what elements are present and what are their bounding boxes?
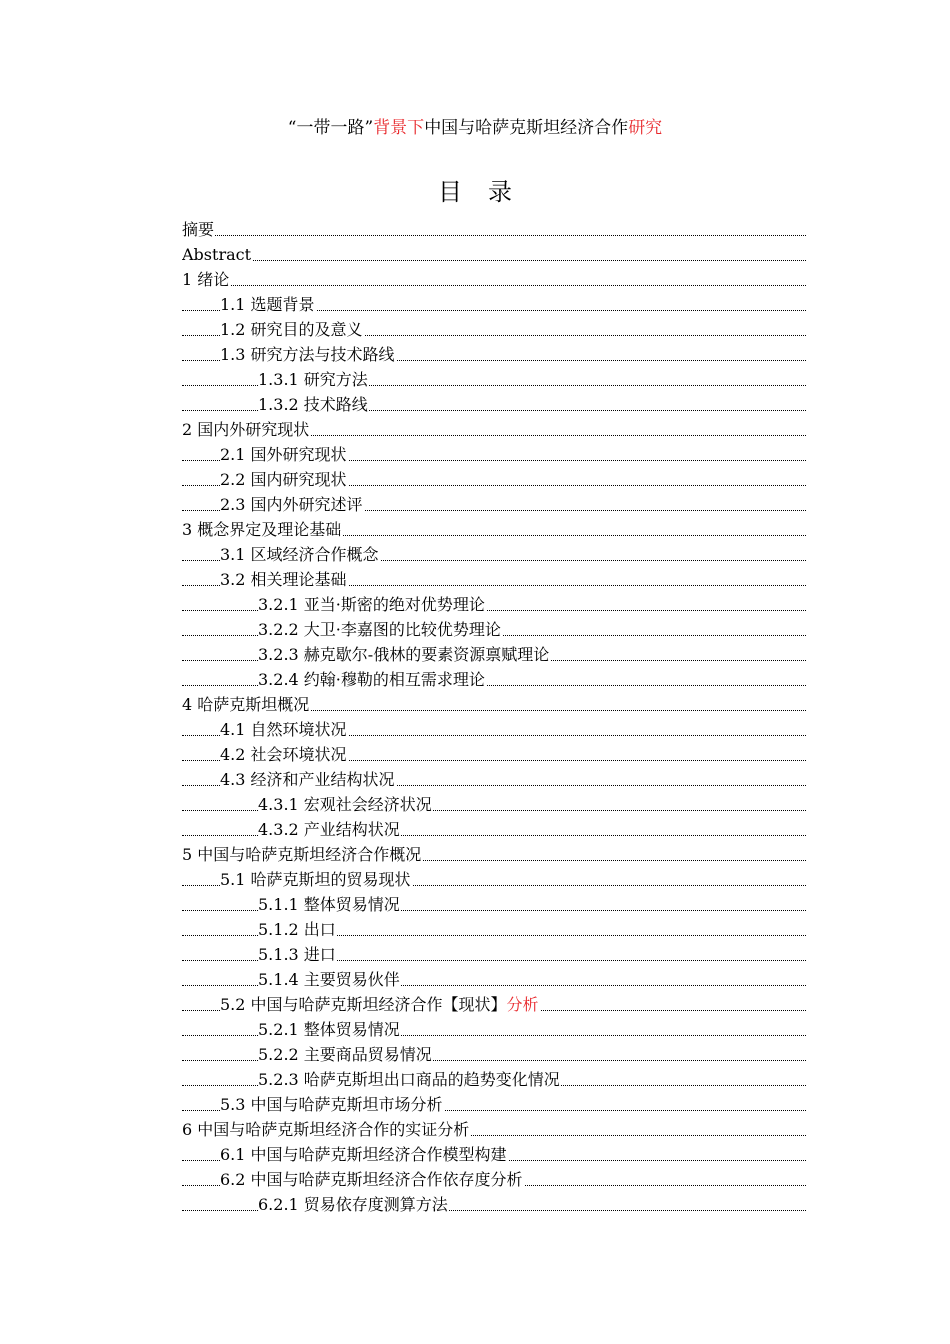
toc-entry[interactable] — [182, 967, 806, 992]
toc-entry-label: 4.3.1 宏观社会经济状况 — [258, 795, 432, 814]
toc-entry-label: 摘要 — [182, 220, 215, 239]
toc-entry[interactable] — [182, 1192, 806, 1217]
toc-entry[interactable] — [182, 942, 806, 967]
toc-entry-text — [182, 220, 215, 239]
toc-entry[interactable] — [182, 1117, 806, 1142]
toc-entry-text — [258, 1045, 433, 1064]
toc-entry[interactable] — [182, 667, 806, 692]
toc-entry-label: 4.2 社会环境状况 — [220, 745, 347, 764]
toc-entry-label: 5.2.2 主要商品贸易情况 — [258, 1045, 432, 1064]
toc-entry-label: 5.3 中国与哈萨克斯坦市场分析 — [220, 1095, 443, 1114]
toc-entry[interactable] — [182, 1017, 806, 1042]
toc-entry-label: 5 中国与哈萨克斯坦经济合作概况 — [182, 845, 422, 864]
toc-entry[interactable] — [182, 267, 806, 292]
toc-entry-text — [258, 595, 486, 614]
toc-entry[interactable] — [182, 592, 806, 617]
toc-entry[interactable] — [182, 867, 806, 892]
toc-entry-text — [258, 820, 401, 839]
toc-entry-label: 4.1 自然环境状况 — [220, 720, 347, 739]
toc-entry-label: 6.2.1 贸易依存度测算方法 — [258, 1195, 448, 1214]
toc-entry[interactable] — [182, 467, 806, 492]
toc-entry-text — [220, 870, 412, 889]
toc-entry-label: 5.2.3 哈萨克斯坦出口商品的趋势变化情况 — [258, 1070, 560, 1089]
toc-heading: 目录 — [438, 178, 538, 206]
toc-entry-text — [182, 270, 230, 289]
toc-entry-text — [220, 1145, 508, 1164]
toc-entry[interactable] — [182, 817, 806, 842]
toc-entry-text — [258, 795, 433, 814]
toc-entry-text — [220, 745, 348, 764]
toc-entry-text — [182, 520, 342, 539]
toc-entry[interactable] — [182, 892, 806, 917]
toc-entry[interactable] — [182, 992, 806, 1017]
title-part-1: “一带一路” — [287, 118, 374, 138]
toc-entry[interactable] — [182, 567, 806, 592]
toc-entry-label: 3.2.2 大卫·李嘉图的比较优势理论 — [258, 620, 501, 639]
toc-entry-text — [258, 670, 486, 689]
toc-entry-label: Abstract — [182, 245, 252, 264]
toc-entry-text — [182, 845, 422, 864]
toc-entry-text — [258, 1070, 561, 1089]
toc-entry[interactable] — [182, 342, 806, 367]
toc-entry-label: 2.1 国外研究现状 — [220, 445, 347, 464]
toc-entry-label: 1.2 研究目的及意义 — [220, 320, 363, 339]
toc-entry-text — [258, 895, 401, 914]
toc-entry[interactable] — [182, 217, 806, 242]
toc-entry-label: 5.1.3 进口 — [258, 945, 336, 964]
toc-entry-text — [258, 370, 369, 389]
toc-entry-label: 6.2 中国与哈萨克斯坦经济合作依存度分析 — [220, 1170, 523, 1189]
toc-entry-text — [258, 920, 337, 939]
toc-entry-text — [220, 995, 540, 1014]
toc-entry-text — [220, 570, 348, 589]
toc-dot-leader — [182, 235, 806, 236]
toc-entry-text — [220, 470, 348, 489]
toc-entry[interactable] — [182, 617, 806, 642]
toc-entry[interactable] — [182, 1042, 806, 1067]
toc-entry-label: 4.3.2 产业结构状况 — [258, 820, 400, 839]
toc-entry-label: 2 国内外研究现状 — [182, 420, 310, 439]
toc-entry[interactable] — [182, 917, 806, 942]
toc-entry-label: 3.1 区域经济合作概念 — [220, 545, 379, 564]
document-title — [0, 116, 950, 140]
toc-entry[interactable] — [182, 392, 806, 417]
toc-entry[interactable] — [182, 1167, 806, 1192]
toc-entry[interactable] — [182, 717, 806, 742]
title-part-2: 背景下 — [373, 118, 425, 138]
toc-entry-text — [258, 1020, 401, 1039]
toc-entry-label: 4.3 经济和产业结构状况 — [220, 770, 395, 789]
toc-entry-text — [220, 720, 348, 739]
toc-entry-label: 5.1 哈萨克斯坦的贸易现状 — [220, 870, 411, 889]
toc-entry[interactable] — [182, 692, 806, 717]
toc-entry-label: 2.2 国内研究现状 — [220, 470, 347, 489]
toc-entry-text — [182, 1120, 470, 1139]
toc-entry[interactable] — [182, 792, 806, 817]
toc-entry-label: 2.3 国内外研究述评 — [220, 495, 363, 514]
toc-entry-label: 1.3.1 研究方法 — [258, 370, 368, 389]
toc-entry-red-text: 分析 — [506, 995, 539, 1014]
title-part-4: 研究 — [628, 118, 663, 138]
table-of-contents — [182, 217, 806, 1217]
toc-entry-label: 3 概念界定及理论基础 — [182, 520, 342, 539]
toc-entry[interactable] — [182, 1092, 806, 1117]
toc-entry[interactable] — [182, 642, 806, 667]
toc-entry[interactable] — [182, 317, 806, 342]
toc-entry[interactable] — [182, 842, 806, 867]
toc-entry-text — [258, 945, 337, 964]
toc-entry-text — [258, 970, 401, 989]
toc-entry-label: 3.2.3 赫克歇尔-俄林的要素资源禀赋理论 — [258, 645, 550, 664]
toc-entry-text — [220, 770, 396, 789]
toc-entry-text — [220, 1095, 444, 1114]
title-part-3: 中国与哈萨克斯坦经济合作 — [424, 118, 629, 138]
toc-entry-text — [258, 645, 550, 664]
toc-entry-label: 4 哈萨克斯坦概况 — [182, 695, 310, 714]
toc-entry[interactable] — [182, 492, 806, 517]
toc-entry[interactable] — [182, 517, 806, 542]
toc-entry-text — [220, 295, 316, 314]
toc-dot-leader — [182, 260, 806, 261]
toc-entry-text — [182, 695, 310, 714]
toc-entry[interactable] — [182, 442, 806, 467]
toc-entry-text — [220, 545, 380, 564]
toc-entry-text — [182, 420, 310, 439]
toc-entry-label: 6.1 中国与哈萨克斯坦经济合作模型构建 — [220, 1145, 507, 1164]
toc-entry[interactable] — [182, 767, 806, 792]
toc-entry-label: 3.2.4 约翰·穆勒的相互需求理论 — [258, 670, 485, 689]
toc-entry-text — [220, 445, 348, 464]
toc-dot-leader — [182, 285, 806, 286]
toc-entry-label: 1.1 选题背景 — [220, 295, 315, 314]
toc-entry-label: 6 中国与哈萨克斯坦经济合作的实证分析 — [182, 1120, 470, 1139]
toc-entry[interactable] — [182, 742, 806, 767]
toc-entry-text — [220, 320, 364, 339]
toc-entry-label: 5.1.1 整体贸易情况 — [258, 895, 400, 914]
toc-entry[interactable] — [182, 1142, 806, 1167]
toc-entry-label: 1.3 研究方法与技术路线 — [220, 345, 395, 364]
toc-entry-label: 1.3.2 技术路线 — [258, 395, 368, 414]
toc-entry-label: 3.2.1 亚当·斯密的绝对优势理论 — [258, 595, 485, 614]
toc-entry[interactable] — [182, 367, 806, 392]
toc-entry-text — [258, 395, 369, 414]
toc-entry-label: 5.1.4 主要贸易伙伴 — [258, 970, 400, 989]
toc-entry-text — [258, 1195, 449, 1214]
toc-entry[interactable] — [182, 417, 806, 442]
toc-entry-label: 3.2 相关理论基础 — [220, 570, 347, 589]
toc-entry[interactable] — [182, 292, 806, 317]
toc-entry-text — [220, 495, 364, 514]
toc-entry[interactable] — [182, 1067, 806, 1092]
toc-entry-text — [258, 620, 502, 639]
toc-entry-text — [182, 245, 252, 264]
toc-entry-text — [220, 345, 396, 364]
toc-entry-label: 5.2 中国与哈萨克斯坦经济合作【现状】 — [220, 995, 507, 1014]
toc-entry-label: 5.2.1 整体贸易情况 — [258, 1020, 400, 1039]
toc-entry-label: 5.1.2 出口 — [258, 920, 336, 939]
toc-entry[interactable] — [182, 242, 806, 267]
toc-entry-label: 1 绪论 — [182, 270, 230, 289]
toc-entry-text — [220, 1170, 524, 1189]
toc-entry[interactable] — [182, 542, 806, 567]
